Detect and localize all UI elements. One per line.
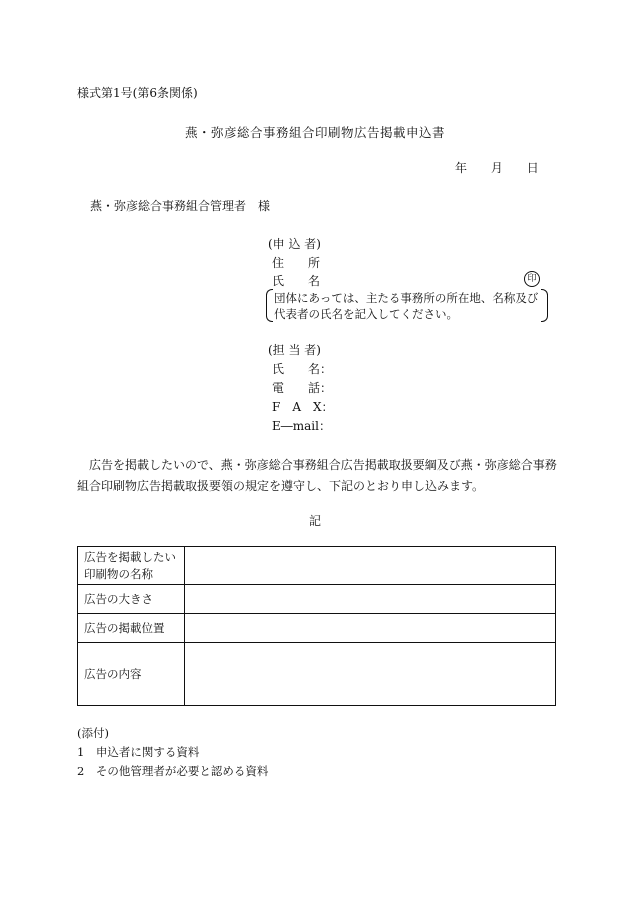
- row-label-ad-size: 広告の大きさ: [78, 585, 185, 614]
- date-month-label: 月: [490, 161, 503, 175]
- right-bracket: [541, 289, 548, 322]
- applicant-note: [266, 289, 548, 322]
- row-label-ad-content: 広告の内容: [78, 643, 185, 706]
- application-table: [77, 546, 556, 706]
- row-value-ad-content[interactable]: [185, 643, 556, 706]
- seal-mark: 印: [524, 271, 540, 287]
- ki-heading: 記: [308, 514, 321, 528]
- date-year-label: 年: [455, 161, 468, 175]
- row-value-publication-name[interactable]: [185, 547, 556, 585]
- row-value-ad-size[interactable]: [185, 585, 556, 614]
- applicant-address-label: 住 所: [272, 256, 321, 270]
- document-title: 燕・弥彦総合事務組合印刷物広告掲載申込書: [184, 125, 445, 140]
- contact-heading: (担 当 者): [268, 343, 321, 357]
- attachments-heading: (添付): [77, 726, 109, 740]
- form-number: 様式第1号(第6条関係): [77, 86, 198, 100]
- row-value-ad-position[interactable]: [185, 614, 556, 643]
- application-statement: 広告を掲載したいので、燕・弥彦総合事務組合広告掲載取扱要綱及び燕・弥彦総合事務組合印刷物広告掲載取扱要領の規定を遵守し、下記のとおり申し込みます。: [77, 458, 557, 493]
- applicant-heading: (申 込 者): [268, 237, 321, 251]
- applicant-name-label: 氏 名: [272, 274, 321, 288]
- left-bracket: [266, 289, 273, 322]
- attachment-item: 2 その他管理者が必要と認める資料: [77, 764, 269, 778]
- date-day-label: 日: [526, 161, 539, 175]
- table-row: [78, 614, 556, 643]
- table-row: [78, 547, 556, 585]
- applicant-note-text: 団体にあっては、主たる事務所の所在地、名称及び代表者の氏名を記入してください。: [274, 291, 539, 321]
- attachment-item: 1 申込者に関する資料: [77, 745, 200, 759]
- contact-name-label: 氏 名：: [272, 362, 333, 376]
- date-line: [455, 161, 539, 175]
- table-row: [78, 643, 556, 706]
- row-label-publication-name: 広告を掲載したい印刷物の名称: [78, 547, 185, 585]
- contact-email-label: E―mail：: [272, 419, 331, 433]
- contact-fax-label: F A X：: [272, 400, 334, 414]
- addressee: 燕・弥彦総合事務組合管理者 様: [90, 199, 271, 213]
- row-label-ad-position: 広告の掲載位置: [78, 614, 185, 643]
- table-row: [78, 585, 556, 614]
- contact-phone-label: 電 話：: [272, 381, 333, 395]
